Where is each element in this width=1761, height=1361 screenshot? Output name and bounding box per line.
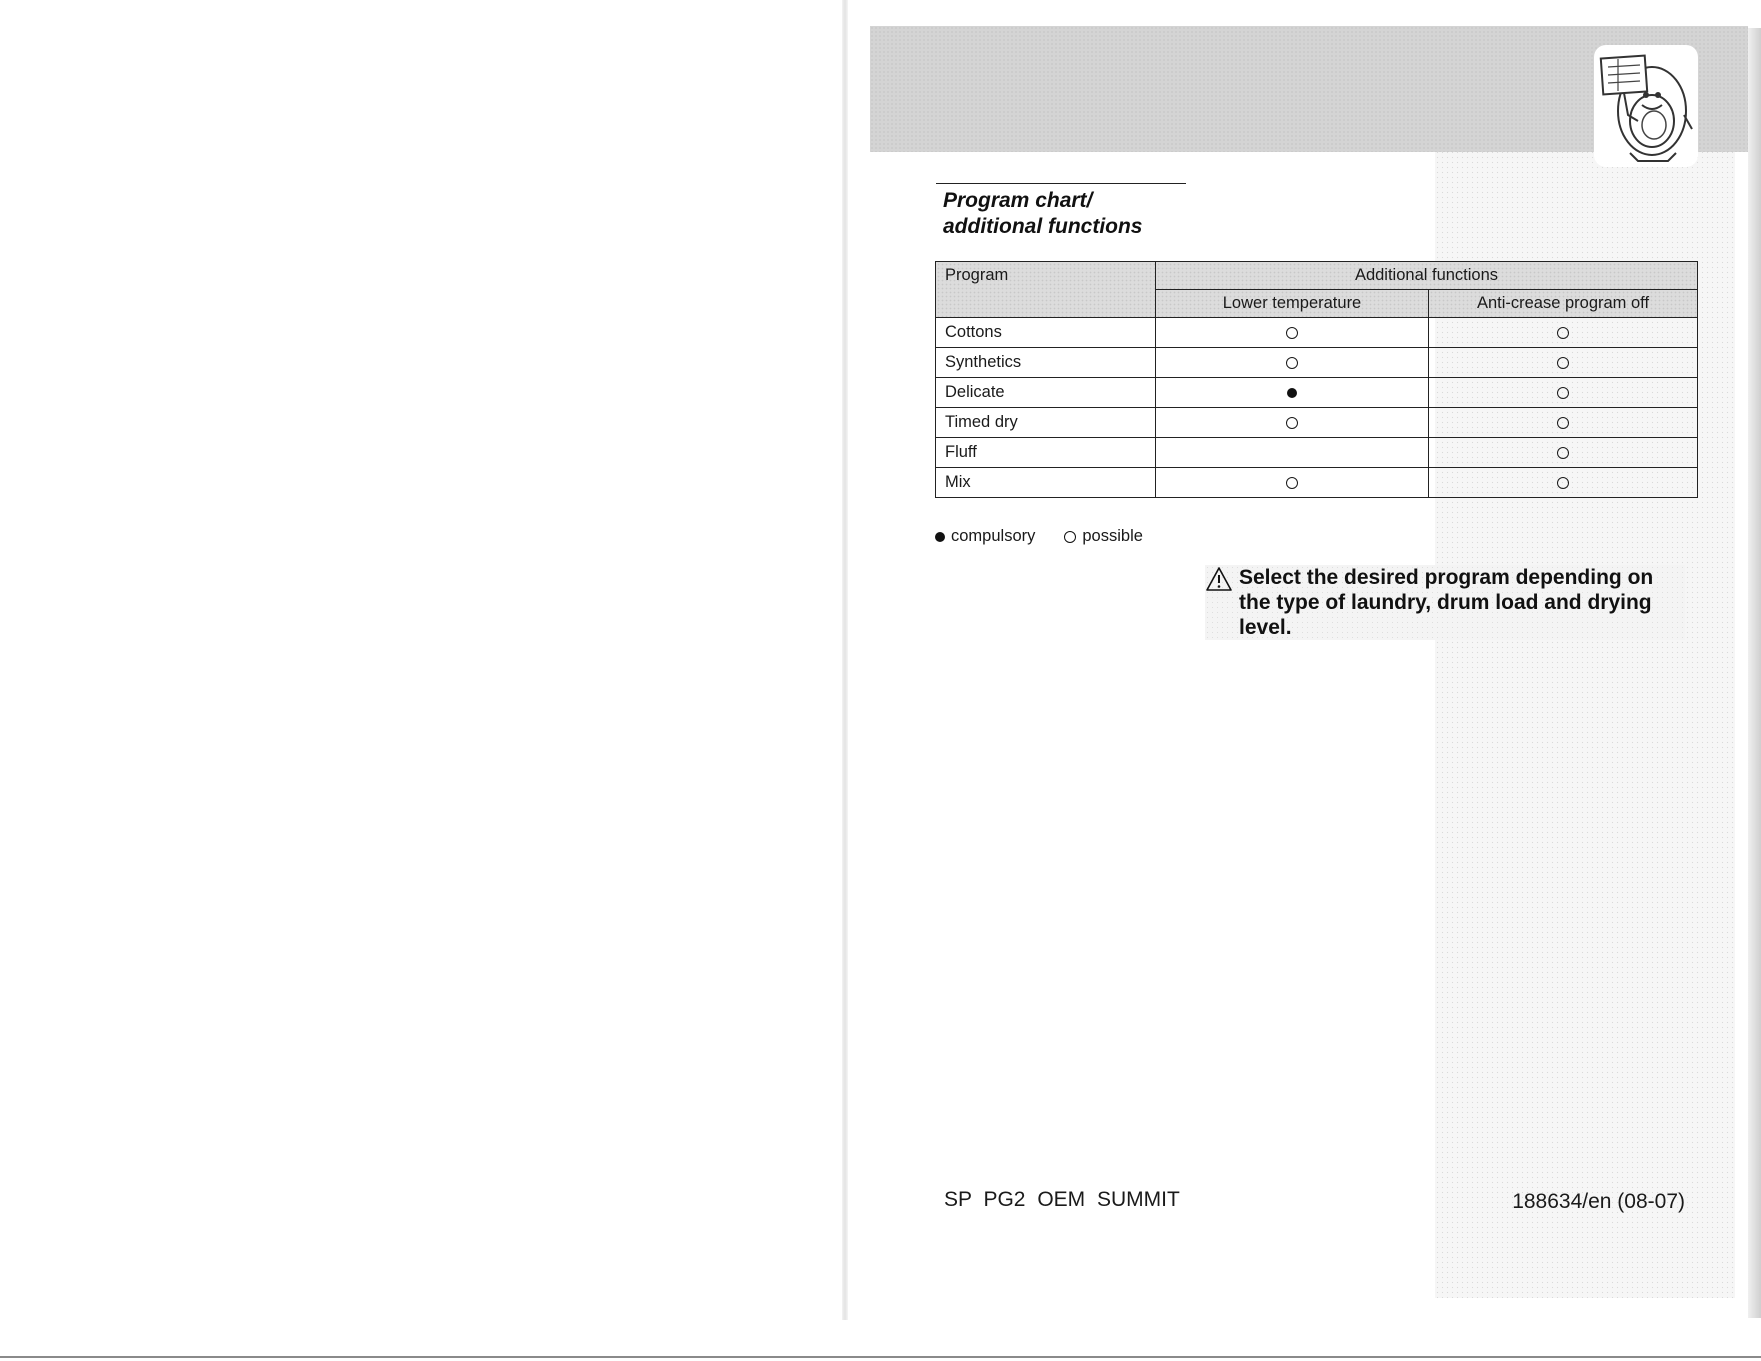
open-circle-icon — [1557, 477, 1569, 489]
page-title-line-1: Program chart/ — [943, 189, 1093, 212]
lower-temperature-cell — [1156, 348, 1429, 378]
table-row — [936, 468, 1698, 498]
program-rows — [936, 318, 1698, 498]
filled-circle-icon — [935, 532, 945, 542]
open-circle-icon — [1557, 417, 1569, 429]
table-row — [936, 318, 1698, 348]
footer-doc-number: 188634/en (08-07) — [1512, 1190, 1685, 1213]
open-circle-icon — [1557, 327, 1569, 339]
open-circle-icon — [1286, 327, 1298, 339]
anti-crease-cell — [1429, 408, 1698, 438]
lower-temperature-cell — [1156, 468, 1429, 498]
program-name: Timed dry — [936, 408, 1156, 438]
section-rule — [936, 183, 1186, 184]
program-name: Delicate — [936, 378, 1156, 408]
legend — [935, 527, 1172, 546]
program-name: Fluff — [936, 438, 1156, 468]
anti-crease-header: Anti-crease program off — [1429, 290, 1698, 318]
page-edge-shadow — [1748, 28, 1761, 1318]
program-chart-table — [935, 261, 1698, 498]
lower-temperature-cell — [1156, 438, 1429, 468]
filled-circle-icon — [1287, 388, 1297, 398]
open-circle-icon — [1557, 357, 1569, 369]
legend-possible-label: possible — [1082, 527, 1143, 545]
additional-functions-header: Additional functions — [1156, 262, 1698, 290]
anti-crease-cell — [1429, 438, 1698, 468]
footer-model: SP PG2 OEM SUMMIT — [944, 1188, 1180, 1211]
lower-temperature-cell — [1156, 408, 1429, 438]
page-title — [943, 188, 1143, 240]
anti-crease-cell — [1429, 348, 1698, 378]
page-title-line-2: additional functions — [943, 215, 1143, 238]
anti-crease-cell — [1429, 378, 1698, 408]
lower-temperature-cell — [1156, 318, 1429, 348]
anti-crease-cell — [1429, 318, 1698, 348]
open-circle-icon — [1064, 531, 1076, 543]
program-name: Cottons — [936, 318, 1156, 348]
open-circle-icon — [1286, 357, 1298, 369]
open-circle-icon — [1286, 477, 1298, 489]
warning-note — [1205, 565, 1685, 640]
warning-text: Select the desired program depending on the type of laundry, drum load and drying level. — [1239, 566, 1654, 639]
table-row — [936, 438, 1698, 468]
table-row — [936, 378, 1698, 408]
legend-possible — [1064, 527, 1143, 546]
open-circle-icon — [1557, 447, 1569, 459]
lower-temperature-cell — [1156, 378, 1429, 408]
program-name: Mix — [936, 468, 1156, 498]
left-blank-page — [0, 0, 842, 1361]
table-row — [936, 408, 1698, 438]
lower-temperature-header: Lower temperature — [1156, 290, 1429, 318]
anti-crease-cell — [1429, 468, 1698, 498]
table-row — [936, 348, 1698, 378]
page-bottom-edge — [0, 1356, 1761, 1358]
dryer-mascot-icon — [1594, 45, 1698, 167]
legend-compulsory-label: compulsory — [951, 527, 1036, 545]
open-circle-icon — [1286, 417, 1298, 429]
warning-triangle-icon — [1205, 566, 1233, 597]
legend-compulsory — [935, 527, 1035, 546]
open-circle-icon — [1557, 387, 1569, 399]
program-column-header: Program — [936, 262, 1156, 318]
program-name: Synthetics — [936, 348, 1156, 378]
